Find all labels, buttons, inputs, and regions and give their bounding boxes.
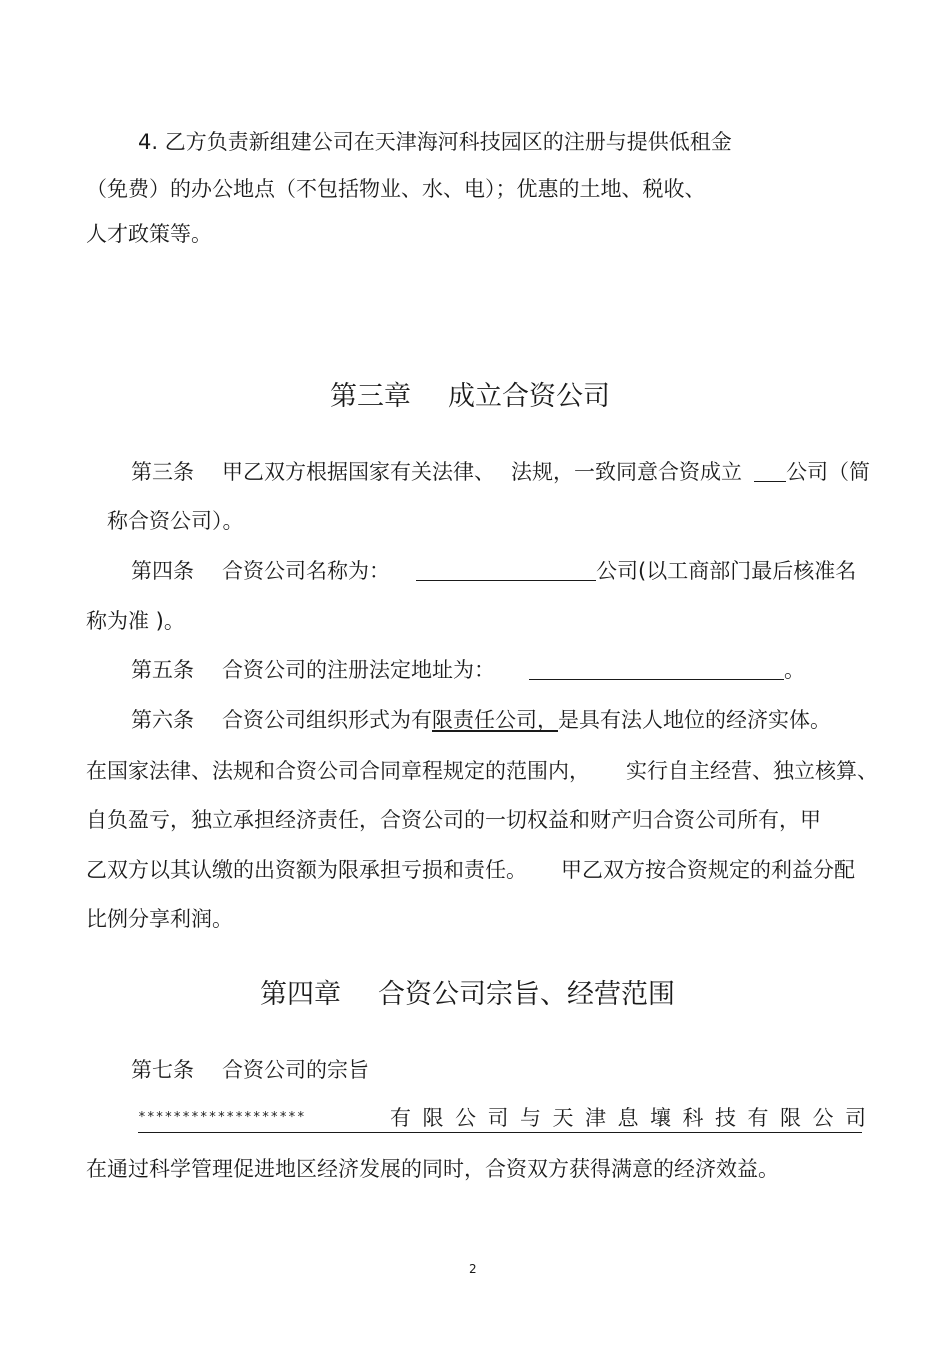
article7-line2	[138, 1104, 878, 1133]
redacted-company-stars: *******************	[138, 1110, 306, 1125]
chapter3-heading	[330, 380, 610, 414]
clause4-line2: （免费）的办公地点（不包括物业、水、电）；优惠的土地、税收、	[86, 177, 706, 201]
company-names-text: 有限公司与天津息壤科技有限公司	[390, 1106, 878, 1130]
article6-line3: 自负盈亏，独立承担经济责任，合资公司的一切权益和财产归合资公司所有，甲	[86, 808, 821, 832]
article5-text-b: 。	[784, 658, 805, 682]
article7-label: 第七条	[131, 1058, 194, 1082]
article5-text-a: 合资公司的注册法定地址为：	[222, 658, 495, 682]
article4-text-b: 公司(以工商部门最后核准名	[596, 559, 857, 583]
article3-text-a: 甲乙双方根据国家有关法律、	[222, 460, 495, 484]
article6-line2-a: 在国家法律、法规和合资公司合同章程规定的范围内，	[86, 759, 590, 783]
page-number: 2	[469, 1262, 477, 1276]
article4-label: 第四条	[131, 559, 194, 583]
clause4-line1: 4. 乙方负责新组建公司在天津海河科技园区的注册与提供低租金	[138, 130, 732, 154]
article4-text-a: 合资公司名称为：	[222, 559, 390, 583]
address-blank	[529, 659, 784, 680]
article6-text-a: 合资公司组织形式为有	[222, 708, 432, 732]
article3-label: 第三条	[131, 460, 194, 484]
article5-label: 第五条	[131, 658, 194, 682]
article6-line4-a: 乙双方以其认缴的出资额为限承担亏损和责任。	[86, 858, 527, 882]
article6-line4	[86, 856, 855, 884]
company-name-blank	[754, 461, 786, 482]
article6-underlined-text: 限责任公司，	[432, 708, 558, 732]
article5-line1	[131, 656, 805, 684]
chapter3-title: 成立合资公司	[448, 381, 610, 412]
article3-line1	[131, 458, 870, 486]
article6-line1	[131, 706, 831, 734]
article7-line1	[131, 1056, 369, 1084]
company-name-field-blank	[416, 560, 596, 581]
article6-line5: 比例分享利润。	[86, 907, 233, 931]
chapter4-number: 第四章	[260, 979, 341, 1010]
article4-line1	[131, 557, 856, 585]
article4-line2: 称为准 )。	[86, 609, 185, 633]
article3-line2: 称合资公司）。	[107, 509, 244, 533]
clause4-line3: 人才政策等。	[86, 222, 212, 246]
article7-line3: 在通过科学管理促进地区经济发展的同时，合资双方获得满意的经济效益。	[86, 1157, 779, 1181]
chapter4-heading	[260, 978, 675, 1012]
chapter4-title: 合资公司宗旨、经营范围	[378, 979, 675, 1010]
article3-text-b: 法规，一致同意合资成立	[511, 460, 742, 484]
article3-text-c: 公司（简	[786, 460, 870, 484]
article6-line4-b: 甲乙双方按合资规定的利益分配	[561, 858, 855, 882]
article6-line2	[86, 757, 878, 785]
chapter3-number: 第三章	[330, 381, 411, 412]
article6-line2-b: 实行自主经营、独立核算、	[626, 759, 878, 783]
article6-label: 第六条	[131, 708, 194, 732]
article6-text-b: 是具有法人地位的经济实体。	[558, 708, 831, 732]
article7-text: 合资公司的宗旨	[222, 1058, 369, 1082]
